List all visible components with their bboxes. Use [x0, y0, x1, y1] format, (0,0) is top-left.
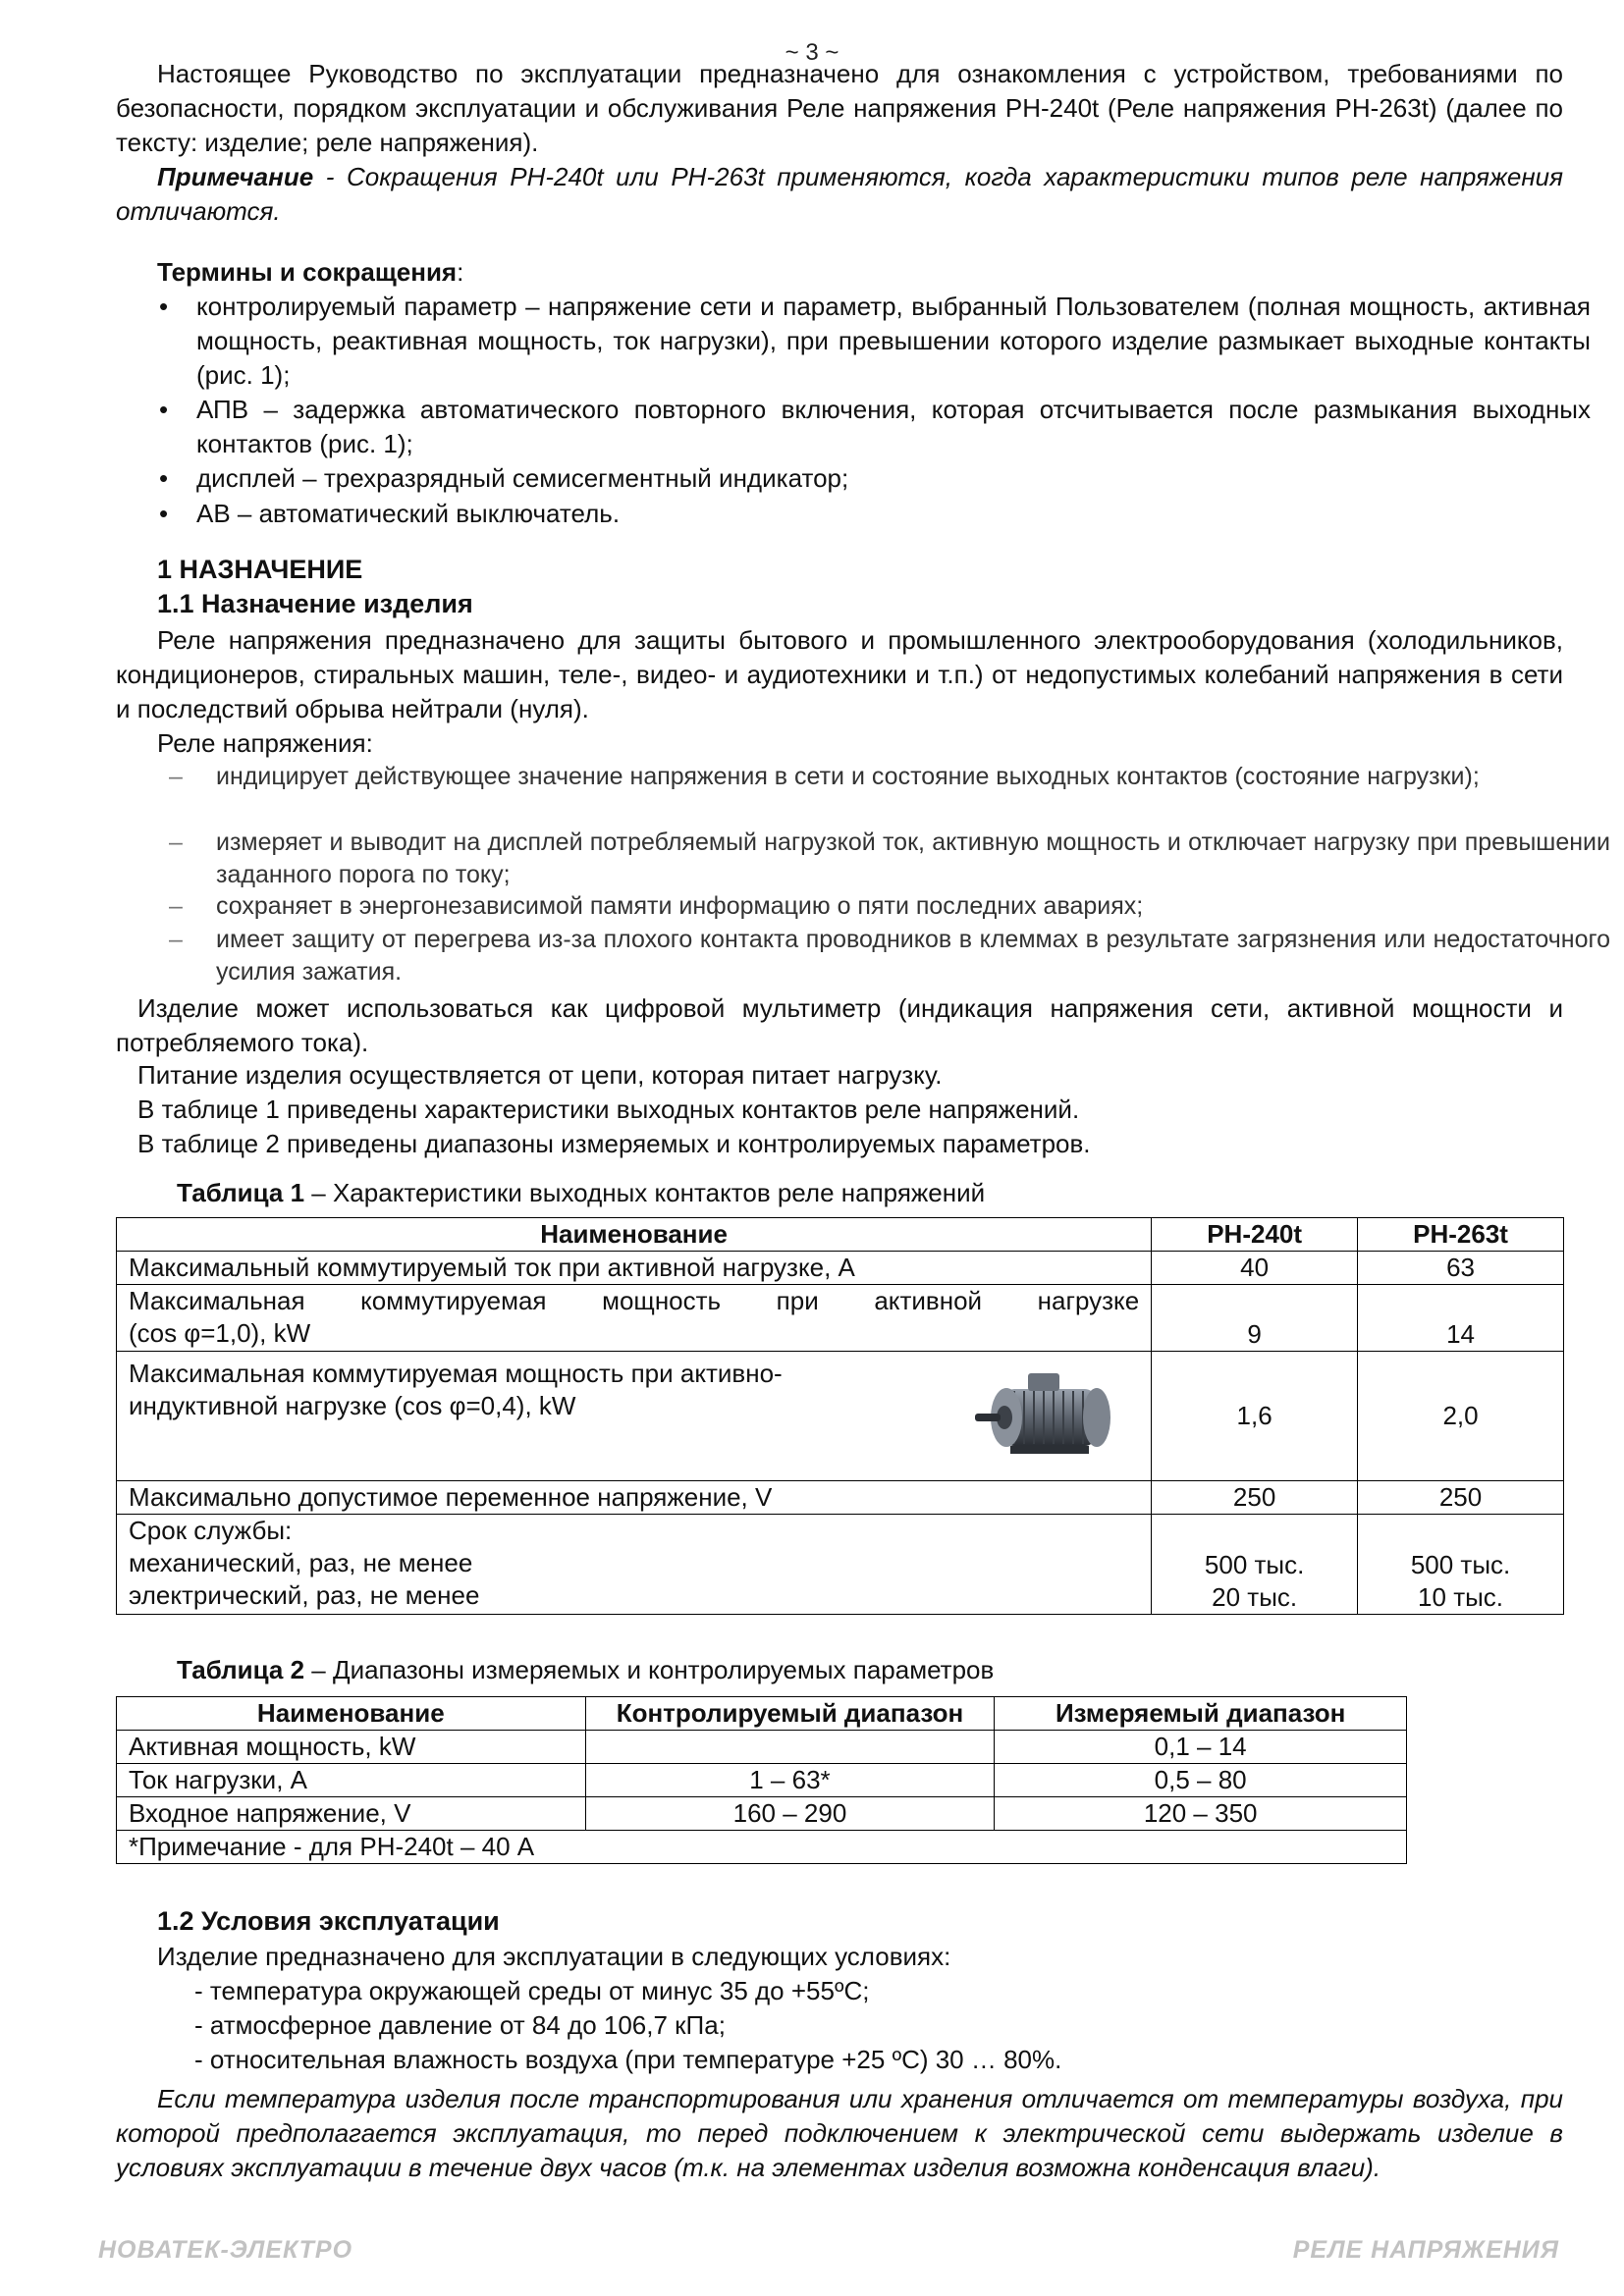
table-cell-value: 0,1 – 14	[995, 1731, 1407, 1764]
section-title: 1 НАЗНАЧЕНИЕ	[157, 555, 363, 584]
table1-caption-label: Таблица 1	[177, 1178, 305, 1207]
relay-function-item	[169, 924, 1610, 988]
table-header: Наименование	[117, 1697, 586, 1731]
table-cell-value: 2,0	[1358, 1352, 1564, 1481]
table-cell-line: индуктивной нагрузке (cos φ=0,4), kW	[129, 1391, 576, 1420]
table-cell-value: 120 – 350	[995, 1797, 1407, 1831]
relay-function-text: измеряет и выводит на дисплей потребляемый нагрузкой ток, активную мощность и отключает нагрузку при превышении заданного порога по току;	[216, 828, 1610, 888]
condensation-note: Если температура изделия после транспортирования или хранения отличается от температуры воздуха, при которой предполагается эксплуатация, то перед подключением к электрической сети выдержать изделие в условиях эксплуатации в течение двух часов (т.к. на элементах изделия возможна конденсация влаги).	[116, 2084, 1563, 2182]
table-header-row	[117, 1218, 1564, 1252]
bullet-icon: •	[159, 395, 169, 424]
table-cell-value: 14	[1358, 1285, 1564, 1352]
terms-item	[159, 461, 1591, 496]
table-cell-value: 9	[1152, 1285, 1358, 1352]
table1-reference: В таблице 1 приведены характеристики выходных контактов реле напряжений.	[137, 1095, 1080, 1124]
table-header: Наименование	[117, 1218, 1152, 1252]
terms-item	[159, 497, 1591, 531]
condition-item: - температура окружающей среды от минус 35 до +55ºС;	[194, 1976, 870, 2005]
table-cell-name: Входное напряжение, V	[117, 1797, 586, 1831]
terms-item	[159, 290, 1591, 393]
table-header: Измеряемый диапазон	[995, 1697, 1407, 1731]
table-header-row	[117, 1697, 1407, 1731]
relay-label: Реле напряжения:	[157, 728, 373, 758]
terms-item-text: дисплей – трехразрядный семисегментный индикатор;	[196, 463, 849, 493]
table-row	[117, 1352, 1564, 1481]
table1-caption-text: – Характеристики выходных контактов реле напряжений	[304, 1178, 986, 1207]
table-cell-name	[117, 1285, 1152, 1352]
table-header: РН-263t	[1358, 1218, 1564, 1252]
table-row	[117, 1252, 1564, 1285]
table-cell-line: 500 тыс.	[1410, 1550, 1511, 1579]
table-cell-name	[117, 1352, 1152, 1481]
table-cell-name: Активная мощность, kW	[117, 1731, 586, 1764]
table-cell-value: 250	[1152, 1481, 1358, 1515]
footer-product: РЕЛЕ НАПРЯЖЕНИЯ	[1292, 2236, 1559, 2264]
page-number: ~ 3 ~	[785, 39, 839, 66]
purpose-paragraph: Реле напряжения предназначено для защиты бытового и промышленного электрооборудования (холодильников, кондиционеров, стиральных машин, теле-, видео- и аудиотехники и т.п.) от недопустимых колебаний напряжения в сети и последствий обрыва нейтрали (нуля).	[116, 625, 1563, 723]
table2-caption-label: Таблица 2	[177, 1655, 305, 1684]
relay-function-item	[169, 890, 1610, 923]
table-row	[117, 1731, 1407, 1764]
table-cell-value	[1358, 1515, 1564, 1615]
terms-item	[159, 393, 1591, 461]
table-cell-line: 10 тыс.	[1418, 1582, 1504, 1612]
table-row	[117, 1515, 1564, 1615]
relay-function-item	[169, 761, 1610, 793]
dash-icon: –	[169, 828, 183, 856]
table-header: РН-240t	[1152, 1218, 1358, 1252]
relay-function-text: индицирует действующее значение напряжения в сети и состояние выходных контактов (состояние нагрузки);	[216, 763, 1480, 790]
table-footnote: *Примечание - для РН-240t – 40 А	[117, 1831, 1407, 1864]
terms-title	[157, 255, 463, 290]
table2-reference: В таблице 2 приведены диапазоны измеряемых и контролируемых параметров.	[137, 1129, 1091, 1158]
electric-motor-icon	[971, 1362, 1128, 1469]
terms-item-text: контролируемый параметр – напряжение сети и параметр, выбранный Пользователем (полная мощность, активная мощность, реактивная мощность, ток нагрузки), при превышении которого изделие размыкает выходные контакты (рис. 1);	[196, 292, 1591, 390]
intro-note	[116, 160, 1563, 229]
terms-title-colon: :	[457, 257, 464, 287]
subsection-title: 1.1 Назначение изделия	[157, 589, 473, 618]
table-row	[117, 1797, 1407, 1831]
table-cell-line: Максимальная коммутируемая мощность при активной нагрузке	[129, 1286, 1140, 1315]
relay-function-text: имеет защиту от перегрева из-за плохого контакта проводников в клеммах в результате загрязнения или недостаточного усилия зажатия.	[216, 926, 1610, 986]
table-cell-value: 250	[1358, 1481, 1564, 1515]
table2-caption-text: – Диапазоны измеряемых и контролируемых параметров	[304, 1655, 995, 1684]
intro-paragraph: Настоящее Руководство по эксплуатации предназначено для ознакомления с устройством, требованиями по безопасности, порядком эксплуатации и обслуживания Реле напряжения РН-240t (Реле напряжения РН-263t) (далее по тексту: изделие; реле напряжения).	[116, 59, 1563, 157]
table-cell-value: 40	[1152, 1252, 1358, 1285]
table-cell-name: Ток нагрузки, А	[117, 1764, 586, 1797]
conditions-intro: Изделие предназначено для эксплуатации в следующих условиях:	[157, 1942, 951, 1971]
subsection-title: 1.2 Условия эксплуатации	[157, 1906, 500, 1936]
dash-icon: –	[169, 763, 183, 790]
table-cell-name: Максимальный коммутируемый ток при активной нагрузке, А	[117, 1252, 1152, 1285]
terms-title-text: Термины и сокращения	[157, 257, 458, 287]
contacts-table	[116, 1217, 1564, 1615]
table-cell-value: 63	[1358, 1252, 1564, 1285]
table-cell-name: Максимально допустимое переменное напряжение, V	[117, 1481, 1152, 1515]
table1-caption	[177, 1176, 985, 1210]
table-cell-line: Максимальная коммутируемая мощность при активно-	[129, 1359, 783, 1388]
table2-caption	[177, 1653, 994, 1687]
table-header: Контролируемый диапазон	[585, 1697, 995, 1731]
table-cell-value	[1152, 1515, 1358, 1615]
table-cell-line: механический, раз, не менее	[129, 1548, 473, 1577]
table-cell-value: 0,5 – 80	[995, 1764, 1407, 1797]
dash-icon: –	[169, 926, 183, 953]
table-cell-line: Срок службы:	[129, 1516, 293, 1545]
table-cell-line: (cos φ=1,0), kW	[129, 1318, 311, 1348]
condition-item: - атмосферное давление от 84 до 106,7 кПа;	[194, 2010, 726, 2040]
table-cell-line: 500 тыс.	[1204, 1550, 1305, 1579]
relay-function-text: сохраняет в энергонезависимой памяти информацию о пяти последних авариях;	[216, 892, 1144, 920]
multimeter-paragraph: Изделие может использоваться как цифровой мультиметр (индикация напряжения сети, активной мощности и потребляемого тока).	[116, 993, 1563, 1057]
table-row	[117, 1481, 1564, 1515]
footer-company: НОВАТЕК-ЭЛЕКТРО	[98, 2236, 353, 2264]
terms-item-text: АПВ – задержка автоматического повторного включения, которая отсчитывается после размыкания выходных контактов (рис. 1);	[196, 395, 1591, 458]
condition-item: - относительная влажность воздуха (при температуре +25 ºС) 30 … 80%.	[194, 2045, 1062, 2074]
note-label: Примечание	[157, 162, 314, 191]
table-cell-line: 20 тыс.	[1212, 1582, 1298, 1612]
bullet-icon: •	[159, 463, 169, 493]
table-footnote-row	[117, 1831, 1407, 1864]
table-row	[117, 1285, 1564, 1352]
table-cell-value: 1,6	[1152, 1352, 1358, 1481]
table-cell-name	[117, 1515, 1152, 1615]
table-row	[117, 1764, 1407, 1797]
terms-item-text: АВ – автоматический выключатель.	[196, 499, 621, 528]
bullet-icon: •	[159, 292, 169, 321]
table-cell-line: электрический, раз, не менее	[129, 1580, 480, 1610]
table-cell-value	[585, 1731, 995, 1764]
table-cell-value: 160 – 290	[585, 1797, 995, 1831]
note-text: - Сокращения РН-240t или РН-263t применяются, когда характеристики типов реле напряжения отличаются.	[116, 162, 1563, 226]
power-paragraph: Питание изделия осуществляется от цепи, которая питает нагрузку.	[137, 1060, 943, 1090]
relay-function-item	[169, 827, 1610, 891]
dash-icon: –	[169, 892, 183, 920]
ranges-table	[116, 1696, 1407, 1864]
bullet-icon: •	[159, 499, 169, 528]
table-cell-value: 1 – 63*	[585, 1764, 995, 1797]
